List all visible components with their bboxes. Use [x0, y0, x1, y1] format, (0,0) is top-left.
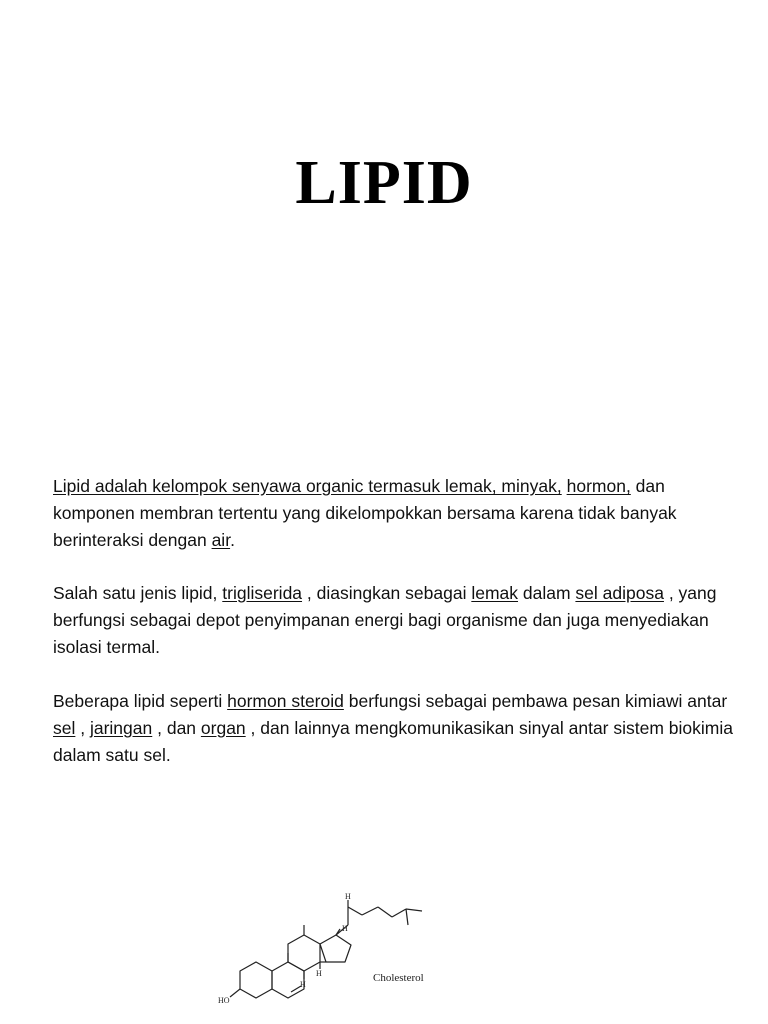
atom-h: H — [342, 924, 348, 933]
figure-label: Cholesterol — [373, 972, 424, 984]
text-segment: , diasingkan sebagai — [302, 583, 472, 603]
link-lemak[interactable]: lemak — [471, 583, 519, 603]
link-trigliserida[interactable]: trigliserida — [222, 583, 303, 603]
atom-ho: HO — [218, 996, 230, 1005]
text-segment: Beberapa lipid seperti — [53, 691, 228, 711]
atom-h: H — [300, 980, 306, 989]
page-title: LIPID — [295, 149, 473, 217]
text-segment: , dan — [152, 718, 201, 738]
text-segment: , — [75, 718, 90, 738]
paragraph-definition — [53, 473, 733, 554]
paragraph-triglyceride — [53, 580, 733, 661]
text-segment: dalam — [518, 583, 576, 603]
link-sel-adiposa[interactable]: sel adiposa — [575, 583, 664, 603]
link-organ[interactable]: organ — [200, 718, 246, 738]
link-sel[interactable]: sel — [53, 718, 76, 738]
link-hormon-steroid[interactable]: hormon steroid — [227, 691, 344, 711]
link-jaringan[interactable]: jaringan — [89, 718, 153, 738]
link-hormon[interactable]: hormon, — [566, 476, 631, 496]
link-air[interactable]: air — [211, 530, 231, 550]
paragraph-steroid — [53, 688, 733, 769]
text-segment: , yang berfungsi sebagai depot penyimpanan energi bagi organisme dan juga menyediakan isolasi termal. — [53, 583, 717, 657]
text-segment: , dan lainnya mengkomunikasikan sinyal antar sistem biokimia dalam satu sel. — [53, 718, 733, 765]
text-segment: berfungsi sebagai pembawa pesan kimiawi antar — [343, 691, 728, 711]
text-segment: . — [230, 530, 235, 550]
atom-h: H — [316, 969, 322, 978]
atom-h: H — [345, 892, 351, 901]
cholesterol-structure — [200, 885, 500, 1024]
text-segment: Salah satu jenis lipid, — [53, 583, 223, 603]
text-segment: dan komponen membran tertentu yang dikelompokkan bersama karena tidak banyak berinteraksi dengan — [53, 476, 677, 550]
molecule-atoms — [218, 892, 351, 1005]
link-definition[interactable]: Lipid adalah kelompok senyawa organic termasuk lemak, minyak, — [53, 476, 562, 496]
